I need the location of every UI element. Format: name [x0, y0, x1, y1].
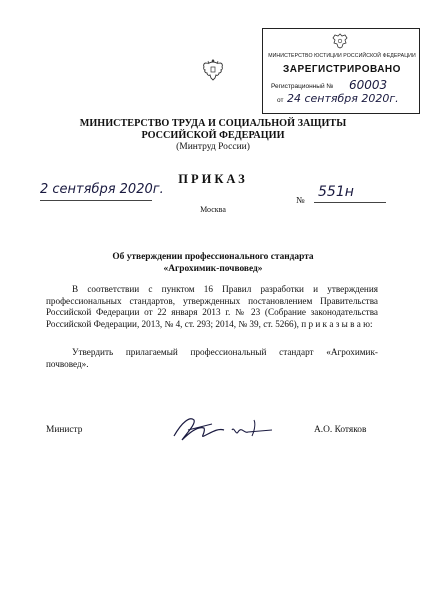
body-paragraph-2: Утвердить прилагаемый профессиональный стандарт «Агрохимик-почвовед». — [46, 347, 378, 369]
stamp-ministry-name: МИНИСТЕРСТВО ЮСТИЦИИ РОССИЙСКОЙ ФЕДЕРАЦИИ — [268, 53, 416, 59]
order-city: Москва — [200, 205, 226, 214]
order-number-value: 551н — [318, 184, 354, 200]
order-type: ПРИКАЗ — [178, 172, 248, 186]
order-subject-line2: «Агрохимик-почвовед» — [163, 264, 263, 274]
order-date-value: 2 сентября 2020г. — [40, 182, 164, 197]
order-date — [40, 182, 164, 202]
stamp-reg-number: 60003 — [349, 78, 388, 92]
order-subject-line1: Об утверждении профессионального стандарта — [112, 252, 314, 262]
stamp-reg-label: Регистрационный № — [271, 83, 334, 90]
order-number — [318, 184, 398, 204]
order-subject — [60, 251, 366, 275]
ministry-name-line2: РОССИЙСКОЙ ФЕДЕРАЦИИ — [141, 130, 285, 141]
ministry-name-line1: МИНИСТЕРСТВО ТРУДА И СОЦИАЛЬНОЙ ЗАЩИТЫ — [79, 118, 347, 129]
order-number-label: № — [296, 195, 305, 205]
ministry-short-name: (Минтруд России) — [176, 142, 250, 152]
double-headed-eagle-icon — [329, 32, 351, 50]
order-date-underline — [40, 200, 152, 201]
handwritten-signature — [168, 412, 278, 446]
signer-title: Министр — [46, 425, 83, 435]
order-number-underline — [314, 202, 386, 203]
body-paragraph-1: В соответствии с пунктом 16 Правил разработки и утверждения профессиональных стандартов, утвержденных постановлением Правительства Российской Федерации от 22 января 2013 г. № 23 (Собрание законодательства Российской Федерации, 2013, № 4, ст. 293; 2014, № 39, ст. 5266), п р и к а з ы в а ю: — [46, 284, 378, 329]
stamp-date-value: 24 сентября 2020г. — [287, 92, 399, 105]
registration-stamp — [262, 28, 420, 114]
stamp-date-row — [277, 92, 417, 109]
coat-of-arms-icon — [201, 58, 225, 82]
stamp-registered-label: ЗАРЕГИСТРИРОВАНО — [283, 64, 401, 75]
stamp-date-label: от — [277, 97, 284, 104]
signer-name: А.О. Котяков — [314, 425, 367, 435]
ministry-name — [60, 118, 366, 142]
